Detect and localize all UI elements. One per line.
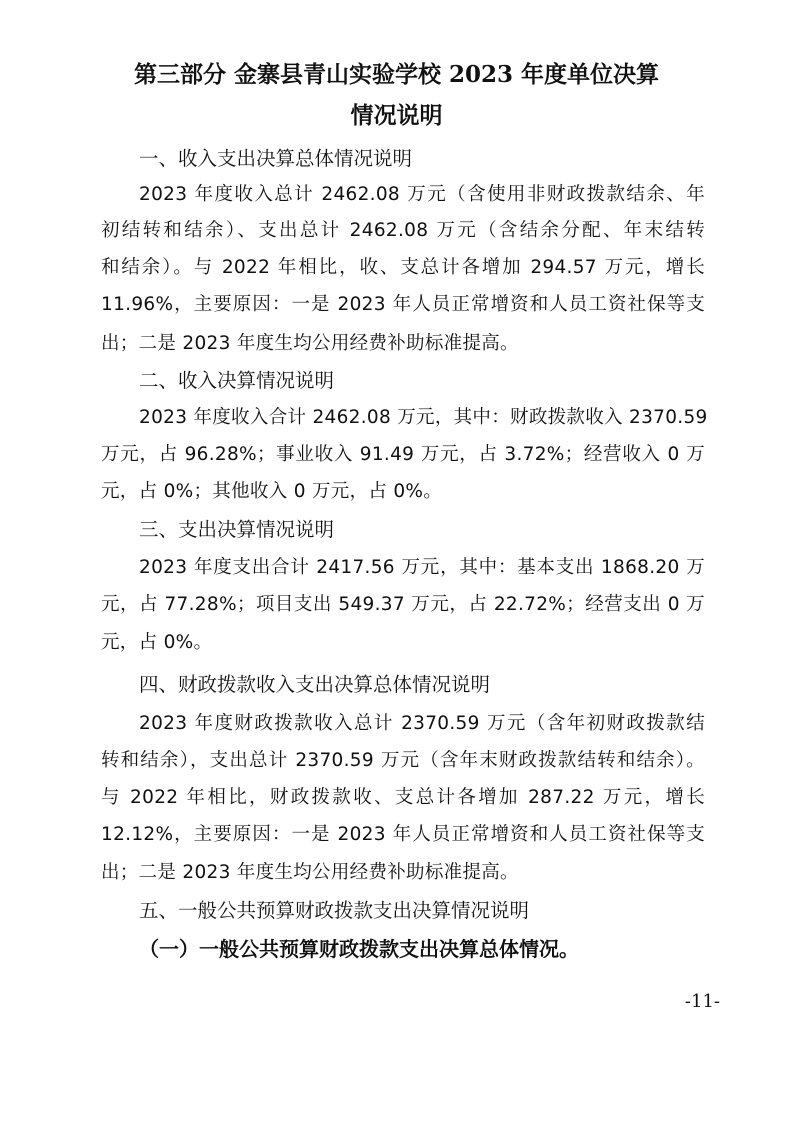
section-4-paragraph-line: 与 2022 年相比，财政拨款收、支总计各增加 287.22 万元，增长 [101,787,705,808]
section-2-paragraph-line: 2023 年度收入合计 2462.08 万元，其中：财政拨款收入 2370.59 [139,407,708,428]
section-4-paragraph-line: 2023 年度财政拨款收入总计 2370.59 万元（含年初财政拨款结 [139,713,705,734]
section-4-paragraph-line: 12.12%，主要原因：一是 2023 年人员正常增资和人员工资社保等支 [101,824,705,845]
section-3-heading: 三、支出决算情况说明 [139,518,335,541]
section-3-paragraph-line: 2023 年度支出合计 2417.56 万元，其中：基本支出 1868.20 万 [139,557,705,578]
section-4-heading: 四、财政拨款收入支出决算总体情况说明 [139,673,491,696]
section-4-paragraph-line: 出；二是 2023 年度生均公用经费补助标准提高。 [101,862,519,883]
section-2-heading: 二、收入决算情况说明 [139,369,335,392]
section-1-heading: 一、收入支出决算总体情况说明 [139,147,413,170]
section-5-heading: 五、一般公共预算财政拨款支出决算情况说明 [139,899,530,922]
document-title-line-2: 情况说明 [350,102,443,129]
section-1-paragraph-line: 出；二是 2023 年度生均公用经费补助标准提高。 [101,333,519,354]
page-number: -11- [684,991,720,1012]
document-title-line-1: 第三部分 金寨县青山实验学校 2023 年度单位决算 [133,61,660,88]
section-4-paragraph-line: 转和结余），支出总计 2370.59 万元（含年末财政拨款结转和结余）。 [101,750,705,771]
section-1-paragraph-line: 和结余）。与 2022 年相比，收、支总计各增加 294.57 万元，增长 [101,257,705,278]
section-5-subheading: （一）一般公共预算财政拨款支出决算总体情况。 [139,937,579,961]
section-1-paragraph-line: 11.96%，主要原因：一是 2023 年人员正常增资和人员工资社保等支 [101,294,705,315]
section-2-paragraph-line: 万元，占 96.28%；事业收入 91.49 万元，占 3.72%；经营收入 0 万 [101,444,705,465]
section-1-paragraph-line: 2023 年度收入总计 2462.08 万元（含使用非财政拨款结余、年 [139,184,705,205]
section-2-paragraph-line: 元，占 0%；其他收入 0 万元，占 0%。 [101,481,443,502]
section-3-paragraph-line: 元，占 77.28%；项目支出 549.37 万元，占 22.72%；经营支出 0 万 [101,594,705,615]
section-3-paragraph-line: 元，占 0%。 [101,632,213,653]
section-1-paragraph-line: 初结转和结余）、支出总计 2462.08 万元（含结余分配、年末结转 [101,220,705,241]
